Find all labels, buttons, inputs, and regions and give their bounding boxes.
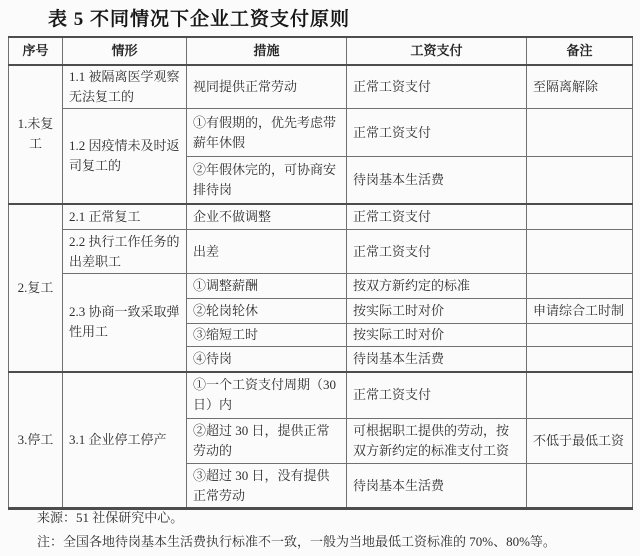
remark-cell: [527, 347, 633, 372]
measure-cell: ②超过 30 日，提供正常劳动的: [187, 419, 347, 464]
footnotes: [37, 508, 556, 556]
measure-cell: 企业不做调整: [187, 204, 347, 230]
remark-cell: 至隔离解除: [527, 65, 633, 109]
source-note: 来源：51 社保研究中心。: [37, 510, 184, 525]
wage-payment-table: [8, 36, 633, 510]
remark-cell: [527, 204, 633, 230]
group-cell-not-resumed: 1.未复工: [9, 65, 63, 204]
table-row: [9, 65, 633, 109]
header-row: [9, 37, 633, 65]
remark-cell: [527, 230, 633, 274]
measure-cell: ①调整薪酬: [187, 274, 347, 299]
measure-cell: 视同提供正常劳动: [187, 65, 347, 109]
group-cell-resumed: 2.复工: [9, 204, 63, 372]
remark-cell: [527, 157, 633, 204]
situation-cell: 2.2 执行工作任务的出差职工: [63, 230, 187, 274]
measure-cell: ③缩短工时: [187, 324, 347, 347]
situation-cell: 1.2 因疫情未及时返司复工的: [63, 109, 187, 204]
remark-cell: [527, 324, 633, 347]
payment-cell: 正常工资支付: [347, 65, 527, 109]
col-header-remark: 备注: [527, 37, 633, 65]
remark-cell: [527, 109, 633, 157]
payment-cell: 待岗基本生活费: [347, 464, 527, 509]
table-row: [9, 274, 633, 299]
col-header-payment: 工资支付: [347, 37, 527, 65]
measure-cell: 出差: [187, 230, 347, 274]
remark-cell: 不低于最低工资: [527, 419, 633, 464]
table-row: [9, 109, 633, 157]
situation-cell: 3.1 企业停工停产: [63, 372, 187, 509]
measure-cell: ③超过 30 日，没有提供正常劳动: [187, 464, 347, 509]
payment-cell: 待岗基本生活费: [347, 157, 527, 204]
payment-cell: 按双方新约定的标准: [347, 274, 527, 299]
group-cell-suspended: 3.停工: [9, 372, 63, 509]
standard-note: 注：全国各地待岗基本生活费执行标准不一致，一般为当地最低工资标准的 70%、80%等。: [37, 534, 556, 549]
remark-cell: 申请综合工时制: [527, 299, 633, 324]
measure-cell: ②年假休完的，可协商安排待岗: [187, 157, 347, 204]
table-row: [9, 204, 633, 230]
table-row: [9, 372, 633, 419]
payment-cell: 可根据职工提供的劳动，按双方新约定的标准支付工资: [347, 419, 527, 464]
measure-cell: ②轮岗轮休: [187, 299, 347, 324]
payment-cell: 正常工资支付: [347, 372, 527, 419]
payment-cell: 待岗基本生活费: [347, 347, 527, 372]
measure-cell: ①一个工资支付周期（30 日）内: [187, 372, 347, 419]
payment-cell: 按实际工时对价: [347, 324, 527, 347]
col-header-serial: 序号: [9, 37, 63, 65]
measure-cell: ④待岗: [187, 347, 347, 372]
measure-cell: ①有假期的，优先考虑带薪年休假: [187, 109, 347, 157]
situation-cell: 2.1 正常复工: [63, 204, 187, 230]
payment-cell: 正常工资支付: [347, 230, 527, 274]
payment-cell: 按实际工时对价: [347, 299, 527, 324]
col-header-measure: 措施: [187, 37, 347, 65]
situation-cell: 1.1 被隔离医学观察无法复工的: [63, 65, 187, 109]
remark-cell: [527, 274, 633, 299]
payment-cell: 正常工资支付: [347, 204, 527, 230]
table-title: 表 5 不同情况下企业工资支付原则: [48, 9, 351, 30]
payment-cell: 正常工资支付: [347, 109, 527, 157]
col-header-situation: 情形: [63, 37, 187, 65]
table-row: [9, 230, 633, 274]
remark-cell: [527, 464, 633, 509]
remark-cell: [527, 372, 633, 419]
situation-cell: 2.3 协商一致采取弹性用工: [63, 274, 187, 372]
